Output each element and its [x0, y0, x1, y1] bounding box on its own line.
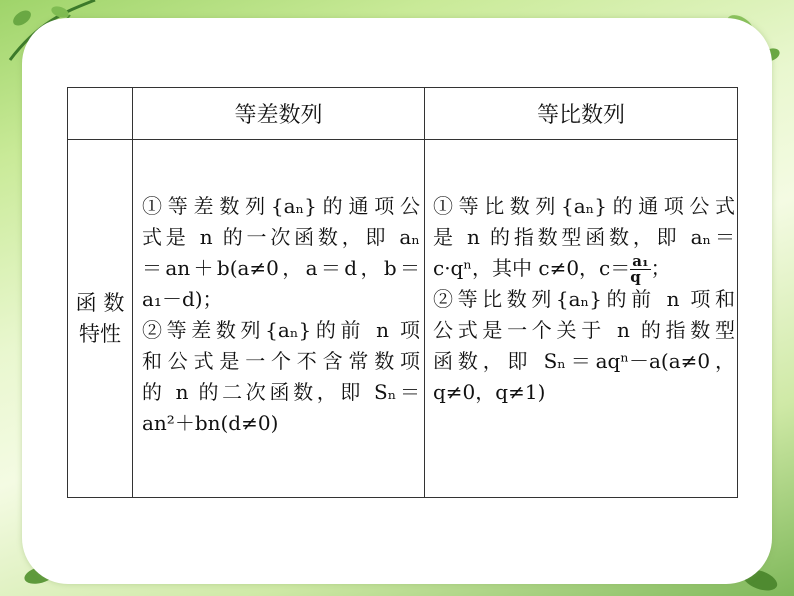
geo-fraction — [630, 254, 650, 285]
geometric-property-cell — [425, 140, 738, 498]
geo-line-3: c·qⁿ，其中 c≠0，c＝ — [433, 256, 631, 280]
arith-line-5: ②等差数列{aₙ}的前 n 项 — [142, 318, 420, 342]
geo-line-5: 公式是一个关于 n 的指数型 — [433, 318, 735, 342]
geo-line-1: ①等比数列{aₙ}的通项公式 — [433, 194, 735, 218]
arith-line-4: a₁－d)； — [142, 287, 223, 311]
arith-line-1: ①等差数列{aₙ}的通项公 — [142, 194, 420, 218]
arithmetic-property-cell — [133, 140, 425, 498]
geo-line-6: 函数，即 Sₙ＝aqⁿ－a(a≠0， — [433, 349, 735, 373]
geo-fraction-numerator: a₁ — [632, 252, 649, 270]
geo-line-3-tail: ； — [650, 256, 671, 280]
header-empty-cell — [68, 88, 133, 140]
geo-line-3-wrapper — [433, 253, 735, 284]
header-arithmetic: 等差数列 — [133, 88, 425, 140]
arith-line-7: 的 n 的二次函数，即 Sₙ＝ — [142, 380, 420, 404]
geo-line-4: ②等比数列{aₙ}的前 n 项和 — [433, 287, 735, 311]
geo-line-7: q≠0，q≠1) — [433, 380, 546, 404]
row-label — [68, 140, 133, 498]
row-label-line1: 函 数 — [75, 290, 125, 315]
geo-line-2: 是 n 的指数型函数，即 aₙ＝ — [433, 225, 735, 249]
arith-line-6: 和公式是一个不含常数项 — [142, 349, 420, 373]
header-row — [68, 88, 738, 140]
comparison-table — [67, 87, 738, 498]
arith-line-3: ＝an＋b(a≠0，a＝d，b＝ — [142, 256, 420, 280]
arith-line-8: an²＋bn(d≠0) — [142, 411, 279, 435]
arith-line-2: 式是 n 的一次函数，即 aₙ — [142, 225, 420, 249]
geo-fraction-denominator: q — [630, 268, 641, 286]
row-label-line2: 特性 — [79, 321, 121, 346]
function-property-row — [68, 140, 738, 498]
header-geometric: 等比数列 — [425, 88, 738, 140]
